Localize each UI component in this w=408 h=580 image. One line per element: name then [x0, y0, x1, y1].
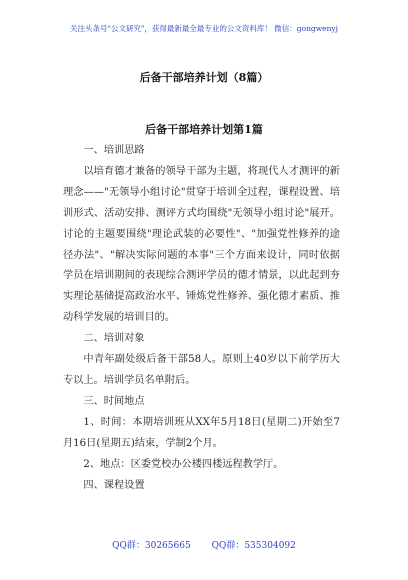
paragraph-training-targets: 中青年副处级后备干部58人。原则上40岁以下前学历大专以上。培训学员名单附后。: [63, 354, 340, 386]
footer-contact: [0, 538, 408, 551]
paragraph-time: 1、时间：本期培训班从XX年5月18日(星期二)开始至7月16日(星期五)结束，学制2个月。: [63, 416, 340, 449]
section-title: 后备干部培养计划第1篇: [145, 123, 263, 136]
document-title: 后备干部培养计划（8篇）: [139, 71, 269, 84]
heading-training-approach: 一、培训思路: [83, 145, 145, 156]
paragraph-location: 2、地点：区委党校办公楼四楼远程教学厅。: [83, 458, 284, 470]
footer-qq-group-1: QQ群：30265665: [112, 541, 191, 551]
document-body: [63, 141, 340, 496]
heading-course-setup: 四、课程设置: [83, 479, 145, 491]
top-banner-text: 关注头条号"公文研究"，获得最新最全最专业的公文资料库！ 微信：gongwenyj: [70, 24, 338, 33]
heading-training-targets: 二、培训对象: [83, 333, 145, 345]
paragraph-training-approach: 以培育德才兼备的领导干部为主题，将现代人才测评的新理念——"无领导小组讨论"贯穿于培训全过程，课程设置、培训形式、活动安排、测评方式均围绕"无领导小组讨论"展开。讨论的主题要围绕"理论武装的必要性"、"加强党性修养的途径办法"、"解决实际问题的本事"三个方面来设计，同时依据学员在培训期间的表现综合测评学员的德才情景，以此起到夯实理论基储提高政治水平、锤炼党性修养、强化德才素质、推动科学发展的培训目的。: [63, 165, 340, 324]
heading-time-location: 三、时间地点: [83, 395, 145, 407]
footer-qq-group-2: QQ群：535304092: [211, 541, 296, 551]
